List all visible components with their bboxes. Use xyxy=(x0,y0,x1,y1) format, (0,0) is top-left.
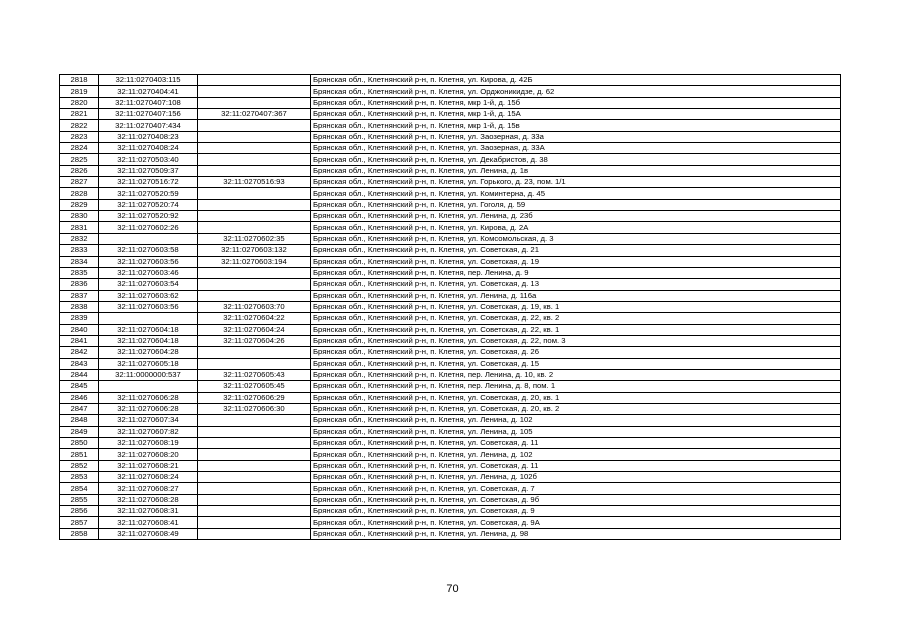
address-cell: Брянская обл., Клетнянский р-н, п. Клетня, ул. Советская, д. 20, кв. 1 xyxy=(311,392,841,403)
land-cadastral-number-cell: 32:11:0270607:34 xyxy=(99,415,198,426)
table-row xyxy=(60,403,841,414)
address-cell: Брянская обл., Клетнянский р-н, п. Клетня, ул. Советская, д. 9А xyxy=(311,517,841,528)
row-number-cell: 2837 xyxy=(60,290,99,301)
address-cell: Брянская обл., Клетнянский р-н, п. Клетня, ул. Советская, д. 11 xyxy=(311,460,841,471)
row-number-cell: 2853 xyxy=(60,472,99,483)
table-row xyxy=(60,233,841,244)
table-row xyxy=(60,426,841,437)
table-row xyxy=(60,335,841,346)
land-cadastral-number-cell: 32:11:0270516:72 xyxy=(99,177,198,188)
building-cadastral-number-cell xyxy=(198,199,311,210)
table-row xyxy=(60,245,841,256)
table-row xyxy=(60,301,841,312)
row-number-cell: 2834 xyxy=(60,256,99,267)
row-number-cell: 2843 xyxy=(60,358,99,369)
row-number-cell: 2818 xyxy=(60,75,99,86)
building-cadastral-number-cell xyxy=(198,472,311,483)
land-cadastral-number-cell: 32:11:0270608:19 xyxy=(99,438,198,449)
row-number-cell: 2847 xyxy=(60,403,99,414)
address-cell: Брянская обл., Клетнянский р-н, п. Клетня, ул. Ленина, д. 1в xyxy=(311,165,841,176)
address-cell: Брянская обл., Клетнянский р-н, п. Клетня, ул. Советская, д. 9 xyxy=(311,506,841,517)
land-cadastral-number-cell xyxy=(99,233,198,244)
page-number: 70 xyxy=(446,583,459,595)
land-cadastral-number-cell: 32:11:0270520:59 xyxy=(99,188,198,199)
land-cadastral-number-cell: 32:11:0270604:18 xyxy=(99,324,198,335)
land-cadastral-number-cell: 32:11:0270603:56 xyxy=(99,301,198,312)
row-number-cell: 2819 xyxy=(60,86,99,97)
building-cadastral-number-cell: 32:11:0270603:70 xyxy=(198,301,311,312)
table-row xyxy=(60,449,841,460)
building-cadastral-number-cell xyxy=(198,75,311,86)
address-cell: Брянская обл., Клетнянский р-н, п. Клетня, ул. Ленина, д. 23б xyxy=(311,211,841,222)
building-cadastral-number-cell: 32:11:0270604:22 xyxy=(198,313,311,324)
land-cadastral-number-cell: 32:11:0270603:62 xyxy=(99,290,198,301)
row-number-cell: 2836 xyxy=(60,279,99,290)
address-cell: Брянская обл., Клетнянский р-н, п. Клетня, мкр 1-й, д. 15в xyxy=(311,120,841,131)
building-cadastral-number-cell xyxy=(198,438,311,449)
table-row xyxy=(60,472,841,483)
table-row xyxy=(60,86,841,97)
land-cadastral-number-cell: 32:11:0270603:56 xyxy=(99,256,198,267)
address-cell: Брянская обл., Клетнянский р-н, п. Клетня, ул. Советская, д. 7 xyxy=(311,483,841,494)
building-cadastral-number-cell xyxy=(198,506,311,517)
building-cadastral-number-cell xyxy=(198,494,311,505)
building-cadastral-number-cell xyxy=(198,143,311,154)
row-number-cell: 2855 xyxy=(60,494,99,505)
address-cell: Брянская обл., Клетнянский р-н, п. Клетня, ул. Ленина, д. 102 xyxy=(311,415,841,426)
building-cadastral-number-cell: 32:11:0270606:30 xyxy=(198,403,311,414)
address-cell: Брянская обл., Клетнянский р-н, п. Клетня, ул. Орджоникидзе, д. 62 xyxy=(311,86,841,97)
building-cadastral-number-cell xyxy=(198,358,311,369)
land-cadastral-number-cell xyxy=(99,313,198,324)
land-cadastral-number-cell: 32:11:0270604:28 xyxy=(99,347,198,358)
address-cell: Брянская обл., Клетнянский р-н, п. Клетня, ул. Советская, д. 22, кв. 1 xyxy=(311,324,841,335)
address-cell: Брянская обл., Клетнянский р-н, п. Клетня, мкр 1-й, д. 15А xyxy=(311,109,841,120)
land-cadastral-number-cell: 32:11:0270605:18 xyxy=(99,358,198,369)
land-cadastral-number-cell: 32:11:0270520:92 xyxy=(99,211,198,222)
table-row xyxy=(60,313,841,324)
land-cadastral-number-cell: 32:11:0270603:54 xyxy=(99,279,198,290)
row-number-cell: 2832 xyxy=(60,233,99,244)
row-number-cell: 2858 xyxy=(60,528,99,539)
building-cadastral-number-cell xyxy=(198,528,311,539)
building-cadastral-number-cell xyxy=(198,188,311,199)
row-number-cell: 2851 xyxy=(60,449,99,460)
table-row xyxy=(60,494,841,505)
table-row xyxy=(60,279,841,290)
table-row xyxy=(60,222,841,233)
address-cell: Брянская обл., Клетнянский р-н, п. Клетня, ул. Советская, д. 26 xyxy=(311,347,841,358)
building-cadastral-number-cell xyxy=(198,426,311,437)
address-cell: Брянская обл., Клетнянский р-н, п. Клетня, ул. Коминтерна, д. 45 xyxy=(311,188,841,199)
row-number-cell: 2850 xyxy=(60,438,99,449)
building-cadastral-number-cell xyxy=(198,460,311,471)
table-row xyxy=(60,528,841,539)
address-cell: Брянская обл., Клетнянский р-н, п. Клетня, ул. Советская, д. 21 xyxy=(311,245,841,256)
row-number-cell: 2845 xyxy=(60,381,99,392)
address-cell: Брянская обл., Клетнянский р-н, п. Клетня, ул. Советская, д. 9б xyxy=(311,494,841,505)
land-cadastral-number-cell: 32:11:0270407:108 xyxy=(99,97,198,108)
address-cell: Брянская обл., Клетнянский р-н, п. Клетня, ул. Ленина, д. 98 xyxy=(311,528,841,539)
building-cadastral-number-cell: 32:11:0270516:93 xyxy=(198,177,311,188)
row-number-cell: 2839 xyxy=(60,313,99,324)
address-cell: Брянская обл., Клетнянский р-н, п. Клетня, ул. Ленина, д. 102 xyxy=(311,449,841,460)
table-row xyxy=(60,177,841,188)
table-row xyxy=(60,131,841,142)
row-number-cell: 2827 xyxy=(60,177,99,188)
land-cadastral-number-cell: 32:11:0270608:49 xyxy=(99,528,198,539)
table-row xyxy=(60,109,841,120)
table-row xyxy=(60,506,841,517)
building-cadastral-number-cell xyxy=(198,86,311,97)
row-number-cell: 2822 xyxy=(60,120,99,131)
building-cadastral-number-cell: 32:11:0270605:43 xyxy=(198,369,311,380)
row-number-cell: 2852 xyxy=(60,460,99,471)
table-row xyxy=(60,165,841,176)
building-cadastral-number-cell xyxy=(198,517,311,528)
address-cell: Брянская обл., Клетнянский р-н, п. Клетня, ул. Кирова, д. 42Б xyxy=(311,75,841,86)
land-cadastral-number-cell: 32:11:0270608:28 xyxy=(99,494,198,505)
building-cadastral-number-cell xyxy=(198,267,311,278)
building-cadastral-number-cell xyxy=(198,97,311,108)
land-cadastral-number-cell: 32:11:0270407:156 xyxy=(99,109,198,120)
table-row xyxy=(60,347,841,358)
table-row xyxy=(60,267,841,278)
row-number-cell: 2841 xyxy=(60,335,99,346)
address-cell: Брянская обл., Клетнянский р-н, п. Клетня, ул. Советская, д. 22, кв. 2 xyxy=(311,313,841,324)
address-cell: Брянская обл., Клетнянский р-н, п. Клетня, мкр 1-й, д. 15б xyxy=(311,97,841,108)
address-cell: Брянская обл., Клетнянский р-н, п. Клетня, пер. Ленина, д. 10, кв. 2 xyxy=(311,369,841,380)
land-cadastral-number-cell: 32:11:0270603:58 xyxy=(99,245,198,256)
table-row xyxy=(60,143,841,154)
building-cadastral-number-cell xyxy=(198,347,311,358)
land-cadastral-number-cell: 32:11:0270408:24 xyxy=(99,143,198,154)
row-number-cell: 2821 xyxy=(60,109,99,120)
table-row xyxy=(60,199,841,210)
table-row xyxy=(60,256,841,267)
building-cadastral-number-cell: 32:11:0270603:132 xyxy=(198,245,311,256)
row-number-cell: 2829 xyxy=(60,199,99,210)
land-cadastral-number-cell: 32:11:0270403:115 xyxy=(99,75,198,86)
row-number-cell: 2849 xyxy=(60,426,99,437)
land-cadastral-number-cell: 32:11:0270404:41 xyxy=(99,86,198,97)
row-number-cell: 2840 xyxy=(60,324,99,335)
land-cadastral-number-cell: 32:11:0270608:31 xyxy=(99,506,198,517)
building-cadastral-number-cell xyxy=(198,483,311,494)
table-row xyxy=(60,97,841,108)
address-cell: Брянская обл., Клетнянский р-н, п. Клетня, ул. Советская, д. 19 xyxy=(311,256,841,267)
land-cadastral-number-cell xyxy=(99,381,198,392)
table-row xyxy=(60,369,841,380)
land-cadastral-number-cell: 32:11:0270608:20 xyxy=(99,449,198,460)
building-cadastral-number-cell xyxy=(198,120,311,131)
row-number-cell: 2842 xyxy=(60,347,99,358)
land-cadastral-number-cell: 32:11:0270407:434 xyxy=(99,120,198,131)
address-cell: Брянская обл., Клетнянский р-н, п. Клетня, ул. Ленина, д. 116а xyxy=(311,290,841,301)
table-row xyxy=(60,392,841,403)
row-number-cell: 2833 xyxy=(60,245,99,256)
land-cadastral-number-cell: 32:11:0270608:27 xyxy=(99,483,198,494)
registry-table-container xyxy=(59,74,840,540)
row-number-cell: 2838 xyxy=(60,301,99,312)
address-cell: Брянская обл., Клетнянский р-н, п. Клетня, ул. Заозерная, д. 33А xyxy=(311,143,841,154)
table-row xyxy=(60,120,841,131)
address-cell: Брянская обл., Клетнянский р-н, п. Клетня, ул. Советская, д. 15 xyxy=(311,358,841,369)
row-number-cell: 2848 xyxy=(60,415,99,426)
row-number-cell: 2846 xyxy=(60,392,99,403)
address-cell: Брянская обл., Клетнянский р-н, п. Клетня, ул. Ленина, д. 102б xyxy=(311,472,841,483)
building-cadastral-number-cell xyxy=(198,165,311,176)
row-number-cell: 2830 xyxy=(60,211,99,222)
building-cadastral-number-cell: 32:11:0270604:26 xyxy=(198,335,311,346)
table-row xyxy=(60,381,841,392)
land-cadastral-number-cell: 32:11:0270520:74 xyxy=(99,199,198,210)
land-cadastral-number-cell: 32:11:0270408:23 xyxy=(99,131,198,142)
row-number-cell: 2835 xyxy=(60,267,99,278)
table-row xyxy=(60,517,841,528)
land-cadastral-number-cell: 32:11:0270603:46 xyxy=(99,267,198,278)
building-cadastral-number-cell xyxy=(198,211,311,222)
address-cell: Брянская обл., Клетнянский р-н, п. Клетня, ул. Советская, д. 20, кв. 2 xyxy=(311,403,841,414)
building-cadastral-number-cell xyxy=(198,131,311,142)
address-cell: Брянская обл., Клетнянский р-н, п. Клетня, ул. Декабристов, д. 38 xyxy=(311,154,841,165)
building-cadastral-number-cell: 32:11:0270605:45 xyxy=(198,381,311,392)
table-row xyxy=(60,438,841,449)
building-cadastral-number-cell xyxy=(198,279,311,290)
address-cell: Брянская обл., Клетнянский р-н, п. Клетня, ул. Советская, д. 11 xyxy=(311,438,841,449)
land-cadastral-number-cell: 32:11:0270503:40 xyxy=(99,154,198,165)
table-row xyxy=(60,211,841,222)
land-cadastral-number-cell: 32:11:0270602:26 xyxy=(99,222,198,233)
building-cadastral-number-cell xyxy=(198,154,311,165)
address-cell: Брянская обл., Клетнянский р-н, п. Клетня, ул. Ленина, д. 105 xyxy=(311,426,841,437)
row-number-cell: 2854 xyxy=(60,483,99,494)
land-cadastral-number-cell: 32:11:0270604:18 xyxy=(99,335,198,346)
building-cadastral-number-cell: 32:11:0270602:35 xyxy=(198,233,311,244)
table-row xyxy=(60,154,841,165)
address-cell: Брянская обл., Клетнянский р-н, п. Клетня, ул. Гоголя, д. 59 xyxy=(311,199,841,210)
land-cadastral-number-cell: 32:11:0270607:82 xyxy=(99,426,198,437)
building-cadastral-number-cell xyxy=(198,449,311,460)
building-cadastral-number-cell: 32:11:0270603:194 xyxy=(198,256,311,267)
table-row xyxy=(60,290,841,301)
row-number-cell: 2828 xyxy=(60,188,99,199)
building-cadastral-number-cell: 32:11:0270407:367 xyxy=(198,109,311,120)
row-number-cell: 2831 xyxy=(60,222,99,233)
address-cell: Брянская обл., Клетнянский р-н, п. Клетня, ул. Заозерная, д. 33а xyxy=(311,131,841,142)
address-cell: Брянская обл., Клетнянский р-н, п. Клетня, ул. Горького, д. 23, пом. 1/1 xyxy=(311,177,841,188)
table-row xyxy=(60,324,841,335)
row-number-cell: 2820 xyxy=(60,97,99,108)
address-cell: Брянская обл., Клетнянский р-н, п. Клетня, пер. Ленина, д. 8, пом. 1 xyxy=(311,381,841,392)
address-cell: Брянская обл., Клетнянский р-н, п. Клетня, ул. Кирова, д. 2А xyxy=(311,222,841,233)
land-cadastral-number-cell: 32:11:0000000:537 xyxy=(99,369,198,380)
row-number-cell: 2844 xyxy=(60,369,99,380)
row-number-cell: 2824 xyxy=(60,143,99,154)
table-row xyxy=(60,460,841,471)
table-row xyxy=(60,75,841,86)
building-cadastral-number-cell xyxy=(198,415,311,426)
building-cadastral-number-cell: 32:11:0270604:24 xyxy=(198,324,311,335)
address-cell: Брянская обл., Клетнянский р-н, п. Клетня, ул. Советская, д. 19, кв. 1 xyxy=(311,301,841,312)
building-cadastral-number-cell: 32:11:0270606:29 xyxy=(198,392,311,403)
table-row xyxy=(60,188,841,199)
registry-table-body xyxy=(60,75,841,540)
row-number-cell: 2825 xyxy=(60,154,99,165)
building-cadastral-number-cell xyxy=(198,290,311,301)
address-cell: Брянская обл., Клетнянский р-н, п. Клетня, ул. Комсомольская, д. 3 xyxy=(311,233,841,244)
address-cell: Брянская обл., Клетнянский р-н, п. Клетня, ул. Советская, д. 22, пом. 3 xyxy=(311,335,841,346)
land-cadastral-number-cell: 32:11:0270608:24 xyxy=(99,472,198,483)
row-number-cell: 2856 xyxy=(60,506,99,517)
building-cadastral-number-cell xyxy=(198,222,311,233)
address-cell: Брянская обл., Клетнянский р-н, п. Клетня, пер. Ленина, д. 9 xyxy=(311,267,841,278)
address-cell: Брянская обл., Клетнянский р-н, п. Клетня, ул. Советская, д. 13 xyxy=(311,279,841,290)
land-cadastral-number-cell: 32:11:0270606:28 xyxy=(99,403,198,414)
registry-table xyxy=(59,74,841,540)
row-number-cell: 2826 xyxy=(60,165,99,176)
land-cadastral-number-cell: 32:11:0270509:37 xyxy=(99,165,198,176)
table-row xyxy=(60,483,841,494)
table-row xyxy=(60,358,841,369)
table-row xyxy=(60,415,841,426)
land-cadastral-number-cell: 32:11:0270608:41 xyxy=(99,517,198,528)
row-number-cell: 2857 xyxy=(60,517,99,528)
land-cadastral-number-cell: 32:11:0270608:21 xyxy=(99,460,198,471)
row-number-cell: 2823 xyxy=(60,131,99,142)
land-cadastral-number-cell: 32:11:0270606:28 xyxy=(99,392,198,403)
